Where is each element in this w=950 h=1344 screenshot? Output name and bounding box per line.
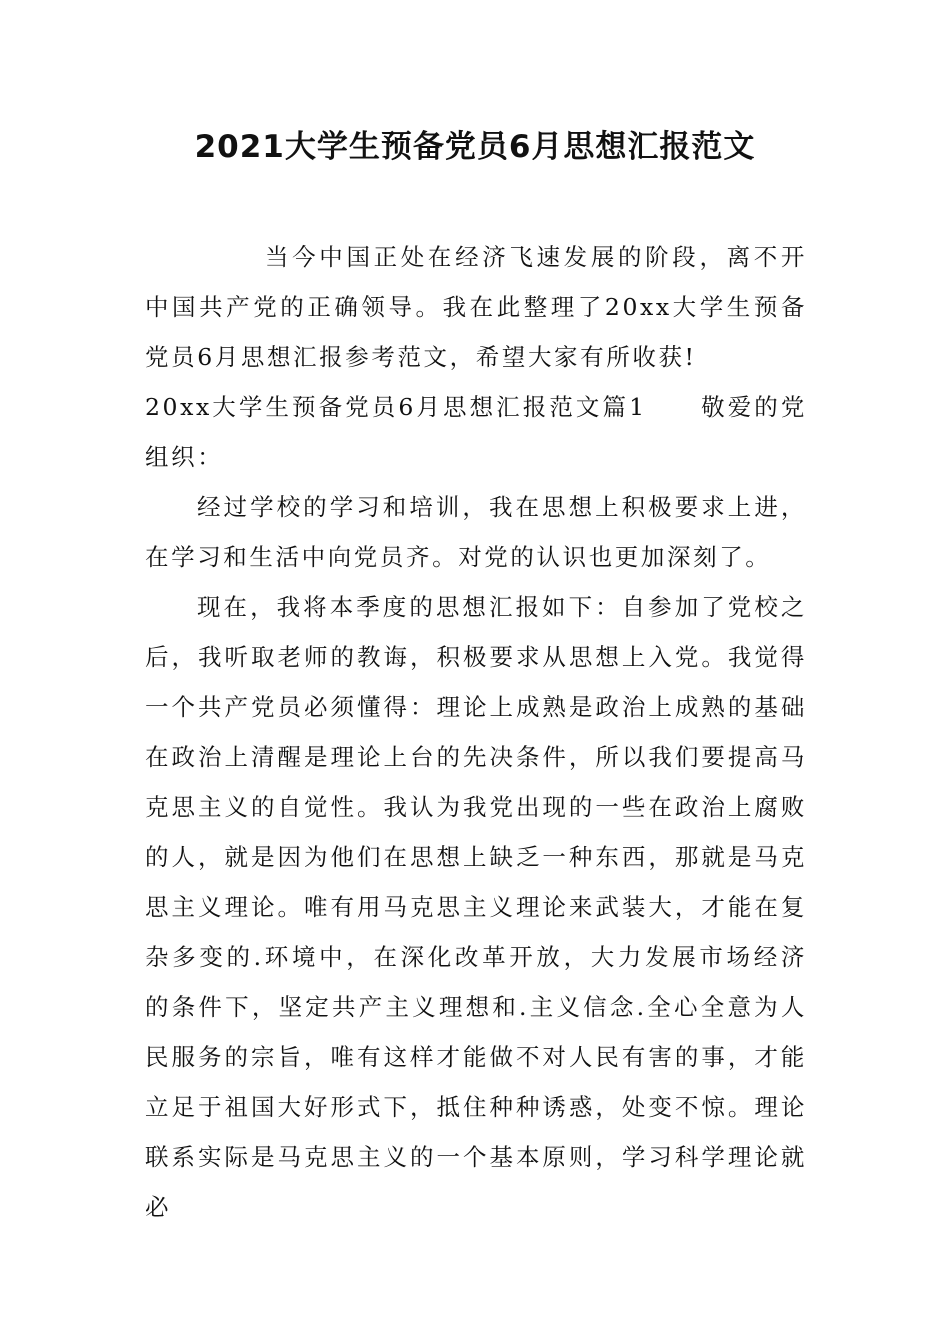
body-paragraph-2: 现在，我将本季度的思想汇报如下：自参加了党校之后，我听取老师的教诲，积极要求从思想上入党。我觉得一个共产党员必须懂得：理论上成熟是政治上成熟的基础在政治上清醒是理论上台的先决条件，所以我们要提高马克思主义的自觉性。我认为我党出现的一些在政治上腐败的人，就是因为他们在思想上缺乏一种东西，那就是马克思主义理论。唯有用马克思主义理论来武装大，才能在复杂多变的.环境中，在深化改革开放，大力发展市场经济的条件下，坚定共产主义理想和.主义信念.全心全意为人民服务的宗旨，唯有这样才能做不对人民有害的事，才能立足于祖国大好形式下，抵住种种诱惑，处变不惊。理论联系实际是马克思主义的一个基本原则，学习科学理论就必 (145, 593, 807, 1221)
body-paragraph-1: 经过学校的学习和培训，我在思想上积极要求上进，在学习和生活中向党员齐。对党的认识也更加深刻了。 (145, 493, 807, 571)
document-title: 2021大学生预备党员6月思想汇报范文 (194, 129, 756, 165)
section-heading-line (145, 382, 807, 482)
intro-paragraph: 当今中国正处在经济飞速发展的阶段，离不开中国共产党的正确领导。我在此整理了20xx大学生预备党员6月思想汇报参考范文，希望大家有所收获! (145, 243, 807, 371)
section-heading: 20xx大学生预备党员6月思想汇报范文篇1 (145, 393, 647, 421)
salutation: 敬爱的党组织： (145, 393, 807, 471)
